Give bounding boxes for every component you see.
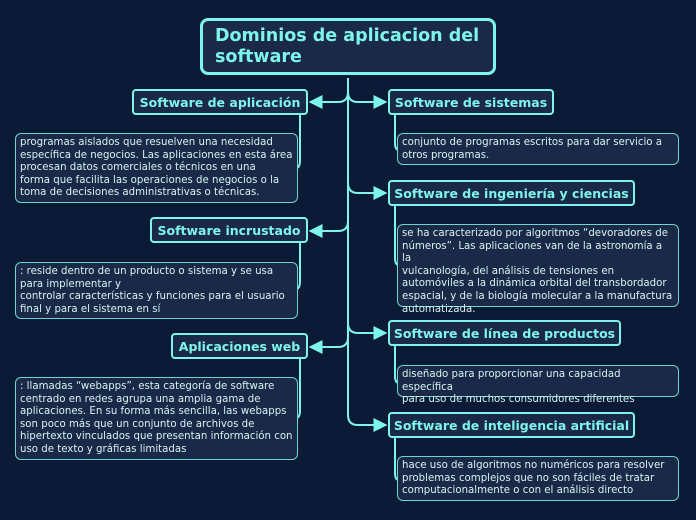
branch-right-sistemas	[348, 92, 386, 102]
note-software-de-sistemas: conjunto de programas escritos para dar servicio a otros programas.	[397, 133, 679, 165]
branch-right-ia	[348, 333, 386, 425]
branch-left-aplicacion	[310, 92, 348, 102]
branch-left-web	[310, 231, 348, 347]
topic-software-de-aplicacion[interactable]: Software de aplicación	[132, 89, 308, 115]
branch-left-incrustado	[310, 92, 348, 231]
topic-software-de-inteligencia-artificial[interactable]: Software de inteligencia artificial	[388, 412, 635, 438]
topic-aplicaciones-web[interactable]: Aplicaciones web	[171, 333, 308, 359]
note-software-de-ingenieria-y-ciencias: se ha caracterizado por algoritmos “devoradores de números”. Las aplicaciones van de la astronomía a la vulcanología, del análisis de tensiones en automóviles a la dinámica orbital del transbordador espacial, y de la biología molecular a la manufactura automatizada.	[397, 224, 679, 307]
note-software-de-aplicacion: programas aislados que resuelven una necesidad específica de negocios. Las aplicaciones en esta área procesan datos comerciales o técnicos en una forma que facilita las operaciones de negocios o la toma de decisiones administrativas o técnicas.	[15, 133, 298, 203]
note-software-incrustado: : reside dentro de un producto o sistema y se usa para implementar y controlar características y funciones para el usuario final y para el sistema en sí	[15, 262, 298, 319]
branch-right-ingenieria	[348, 102, 386, 193]
branch-right-linea	[348, 193, 386, 333]
note-software-de-inteligencia-artificial: hace uso de algoritmos no numéricos para resolver problemas complejos que no son fáciles de tratar computacionalmente o con el análisis directo	[397, 456, 679, 501]
topic-software-de-ingenieria-y-ciencias[interactable]: Software de ingeniería y ciencias	[388, 180, 635, 206]
central-topic[interactable]: Dominios de aplicacion del software	[200, 18, 496, 75]
topic-software-incrustado[interactable]: Software incrustado	[150, 217, 308, 243]
topic-software-de-sistemas[interactable]: Software de sistemas	[388, 89, 554, 115]
note-software-de-linea-de-productos: diseñado para proporcionar una capacidad específica para uso de muchos consumidores diferentes	[397, 365, 679, 397]
note-aplicaciones-web: : llamadas “webapps”, esta categoría de software centrado en redes agrupa una amplia gama de aplicaciones. En su forma más sencilla, las webapps son poco más que un conjunto de archivos de hipertexto vinculados que presentan información con uso de texto y gráficas limitadas	[15, 377, 298, 460]
topic-software-de-linea-de-productos[interactable]: Software de línea de productos	[388, 320, 621, 346]
